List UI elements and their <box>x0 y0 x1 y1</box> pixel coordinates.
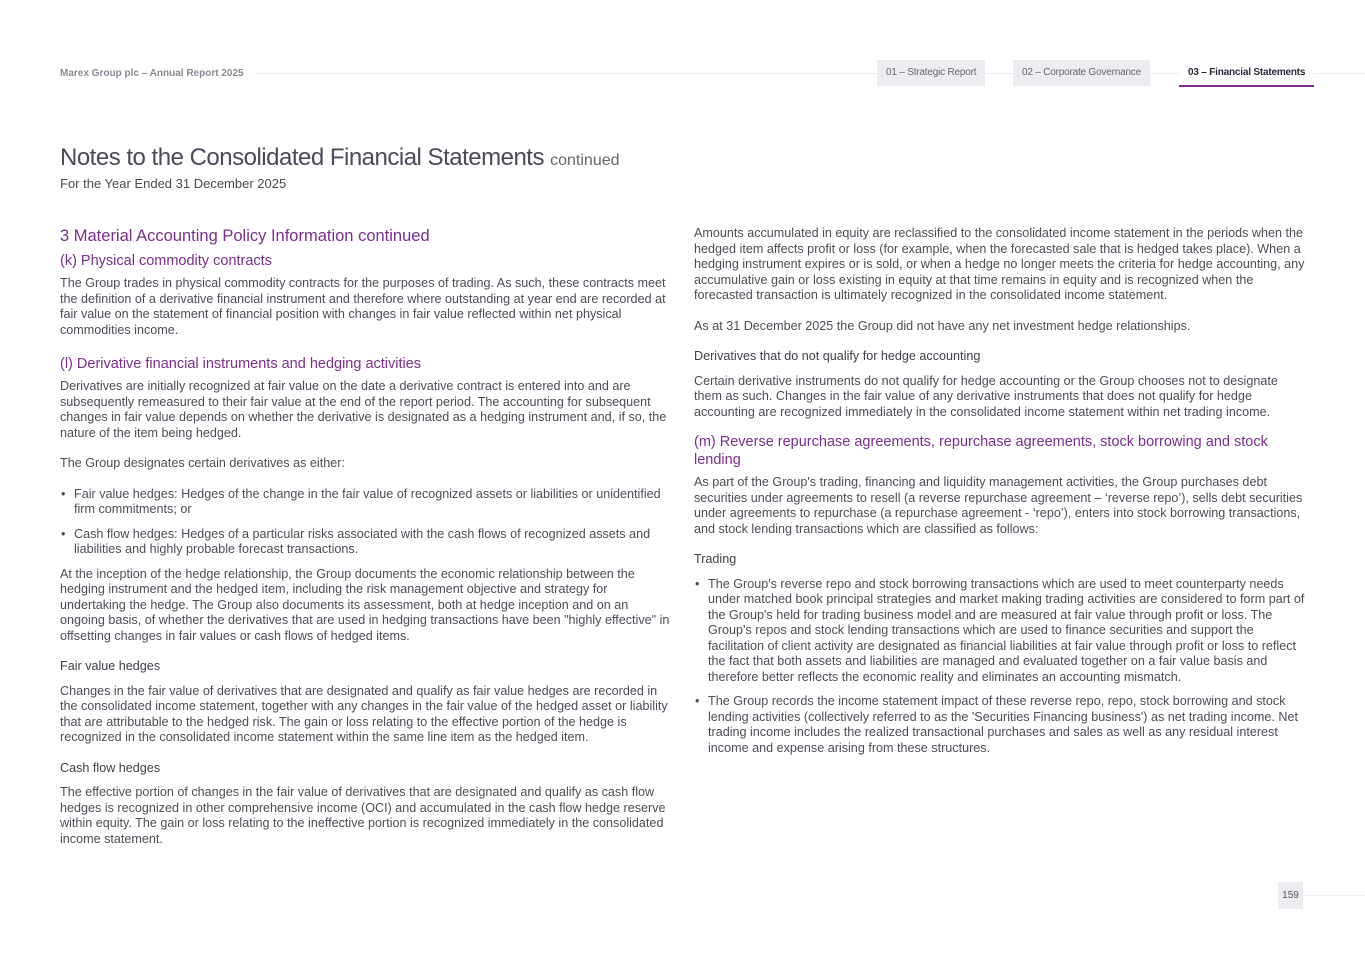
page-number: 159 <box>1278 882 1303 909</box>
heading-physical-commodity: (k) Physical commodity contracts <box>60 253 272 269</box>
paragraph-net-investment: As at 31 December 2025 the Group did not have any net investment hedge relationships. <box>694 318 1191 333</box>
footer-rule <box>1303 895 1365 896</box>
tab-financial-statements[interactable]: 03 – Financial Statements <box>1179 60 1314 87</box>
page-title <box>60 144 620 172</box>
section-title-continued: continued <box>358 227 430 245</box>
hedge-type-list <box>60 487 672 558</box>
paragraph-non-qualifying: Certain derivative instruments do not qualify for hedge accounting or the Group chooses not to designate them as such. Changes in the fair value of any derivative instruments that does not qualify for hedge accounting are recognized immediately in the consolidated income statement within net trading income. <box>694 373 1278 419</box>
paragraph-hedge-inception: At the inception of the hedge relationship, the Group documents the economic relationship between the hedging instrument and the hedged item, including the risk management objective and strategy for undertaking the hedge. The Group also documents its assessment, both at hedge inception and on an ongoing basis, of whether the derivatives that are used in hedging transactions have been "highly effective" in offsetting changes in fair values or cash flows of hedged items. <box>60 566 670 643</box>
paragraph-derivatives-intro: Derivatives are initially recognized at fair value on the date a derivative contract is entered into and are subsequently remeasured to their fair value at the end of the report period. The accounting for subsequent changes in fair value depends on whether the derivative is designated as a hedging instrument and, if so, the nature of the item being hedged. <box>60 379 667 440</box>
paragraph-designates: The Group designates certain derivatives as either: <box>60 456 345 470</box>
tab-strategic-report[interactable]: 01 – Strategic Report <box>877 60 985 86</box>
heading-derivative-instruments: (l) Derivative financial instruments and hedging activities <box>60 356 422 372</box>
heading-fair-value-hedges: Fair value hedges <box>60 659 161 673</box>
tab-corporate-governance[interactable]: 02 – Corporate Governance <box>1013 60 1150 86</box>
left-column <box>60 226 672 862</box>
list-item: • Cash flow hedges: Hedges of a particular risks associated with the cash flows of recognized assets and liabilities and highly probable forecast transactions. <box>74 527 672 558</box>
heading-repurchase-agreements: (m) Reverse repurchase agreements, repurchase agreements, stock borrowing and stock lending <box>694 434 1268 468</box>
paragraph-repurchase: As part of the Group's trading, financing and liquidity management activities, the Group purchases debt securities under agreements to resell (a reverse repurchase agreement – ‘reverse repo’), sells debt securities under agreements to repurchase (a repurchase agreement - ‘repo’), enters into stock borrowing transactions, and stock lending transactions which are classified as follows: <box>694 475 1303 536</box>
paragraph-equity-reclassified: Amounts accumulated in equity are reclassified to the consolidated income statement in the periods when the hedged item affects profit or loss (for example, when the forecasted sale that is hedged takes place). When a hedging instrument expires or is sold, or when a hedge no longer meets the criteria for hedge accounting, any accumulative gain or loss existing in equity at that time remains in equity and is recognized when the forecasted transaction is ultimately recognized in the consolidated income statement. <box>694 226 1305 302</box>
list-item: • The Group records the income statement impact of these reverse repo, repo, stock borrowing and stock lending activities (collectively referred to as the 'Securities Financing business') as net trading income. Net trading income includes the realized transactional purchases and sales as well as any residual interest income and expense arising from these structures. <box>708 694 1308 756</box>
section-title-main: 3 Material Accounting Policy Information <box>60 227 354 245</box>
list-item: • Fair value hedges: Hedges of the change in the fair value of recognized assets or liabilities or unidentified firm commitments; or <box>74 487 672 518</box>
trading-list <box>694 577 1308 757</box>
heading-non-qualifying-derivatives: Derivatives that do not qualify for hedge accounting <box>694 349 981 363</box>
list-item: • The Group's reverse repo and stock borrowing transactions which are used to meet counterparty needs under matched book principal strategies and market making trading activities are considered to form part of the Group's held for trading business model and are measured at fair value through profit or loss. The Group's repos and stock lending transactions which are used to finance securities and support the facilitation of client activity are designated as financial liabilities at fair value through profit or loss to reflect the fact that both assets and liabilities are managed and evaluated together on a fair value basis and therefore better reflects the economic reality and eliminates an accounting mismatch. <box>708 577 1308 686</box>
heading-cash-flow-hedges: Cash flow hedges <box>60 760 161 775</box>
right-column <box>694 226 1308 765</box>
page-subtitle: For the Year Ended 31 December 2025 <box>60 176 287 191</box>
report-name: Marex Group plc – Annual Report 2025 <box>60 68 254 79</box>
paragraph-cash-flow-hedges: The effective portion of changes in the fair value of derivatives that are designated and qualify as cash flow hedges is recognized in other comprehensive income (OCI) and accumulated in the cash flow hedge reserve within equity. The gain or loss relating to the ineffective portion is recognized immediately in the consolidated income statement. <box>60 785 666 846</box>
header-rule <box>60 73 1365 74</box>
section-title <box>60 226 672 246</box>
page-title-main: Notes to the Consolidated Financial Statements <box>60 144 544 171</box>
page-title-continued: continued <box>550 152 620 169</box>
heading-trading: Trading <box>694 552 737 566</box>
paragraph-physical-commodity: The Group trades in physical commodity contracts for the purposes of trading. As such, these contracts meet the definition of a derivative financial instrument and therefore where outstanding at year end are recorded at fair value on the statement of financial position with changes in fair value reflected within net physical commodities income. <box>60 276 666 337</box>
paragraph-fair-value-hedges: Changes in the fair value of derivatives that are designated and qualify as fair value hedges are recorded in the consolidated income statement, together with any changes in the fair value of the hedged asset or liability that are attributable to the hedged risk. The gain or loss relating to the effective portion of the hedge is recognized in the consolidated income statement within the same line item as the hedged item. <box>60 683 668 744</box>
